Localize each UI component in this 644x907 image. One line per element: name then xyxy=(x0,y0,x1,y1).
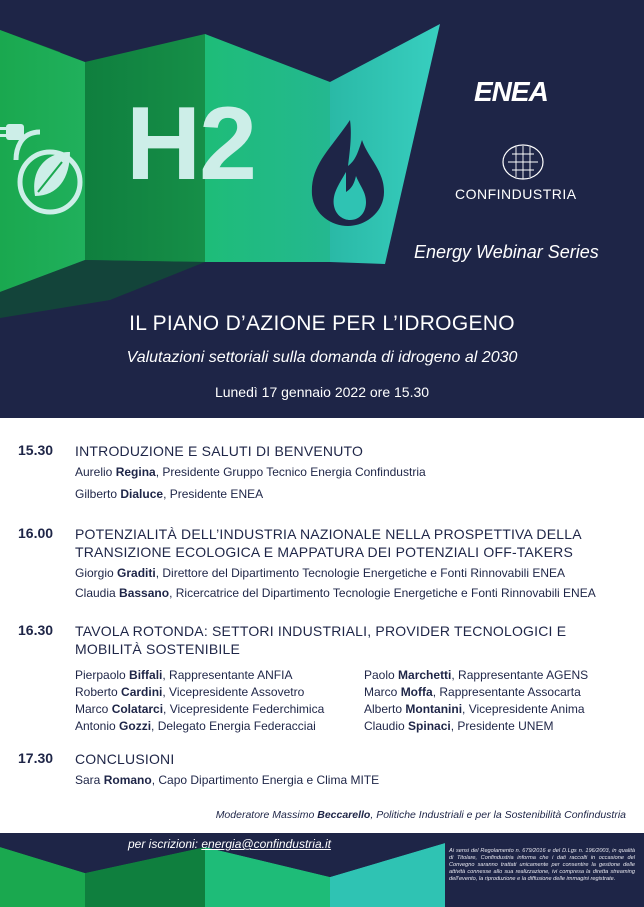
speaker: Pierpaolo Biffali, Rappresentante ANFIA xyxy=(75,668,293,682)
speaker: Roberto Cardini, Vicepresidente Assovetro xyxy=(75,685,305,699)
session-time: 16.00 xyxy=(18,525,54,541)
session-title: POTENZIALITÀ DELL’INDUSTRIA NAZIONALE NELLA PROSPETTIVA DELLA TRANSIZIONE ECOLOGICA E MAPPATURA DEI POTENZIALI OFF-TAKERS xyxy=(75,526,581,560)
speaker: Aurelio Regina, Presidente Gruppo Tecnico Energia Confindustria xyxy=(75,465,426,479)
h2-label: H2 xyxy=(126,86,255,202)
session-time: 17.30 xyxy=(18,750,54,766)
session-time: 15.30 xyxy=(18,442,54,458)
confindustria-name: CONFINDUSTRIA xyxy=(455,186,577,202)
speaker: Claudia Bassano, Ricercatrice del Dipartimento Tecnologie Energetiche e Fonti Rinnovabili ENEA xyxy=(75,586,596,600)
page-title: IL PIANO D’AZIONE PER L’IDROGENO xyxy=(129,312,515,335)
speaker: Marco Moffa, Rappresentante Assocarta xyxy=(364,685,581,699)
speaker: Claudio Spinaci, Presidente UNEM xyxy=(364,719,554,733)
footer-banner xyxy=(0,833,644,907)
speaker: Antonio Gozzi, Delegato Energia Federacciai xyxy=(75,719,316,733)
speaker: Alberto Montanini, Vicepresidente Anima xyxy=(364,702,585,716)
series-label: Energy Webinar Series xyxy=(414,242,599,262)
registration-line: per iscrizioni: energia@confindustria.it xyxy=(128,837,331,851)
enea-logo: ENEA xyxy=(474,76,548,107)
page-subtitle: Valutazioni settoriali sulla domanda di idrogeno al 2030 xyxy=(126,349,518,366)
confindustria-logo-icon xyxy=(496,142,550,182)
privacy-notice: Ai sensi del Regolamento n. 679/2016 e del D.Lgs n. 196/2003, in qualità di Titolare, Confindustria informa che i dati raccolti in occasione del Convegno saranno trattati unicamente per consentire la gestione delle attività connesse allo sua realizzazione, ivi compresa la diretta streaming dell’evento, la riproduzione e la diffusione delle immagini registrate. xyxy=(449,848,635,882)
speaker: Gilberto Dialuce, Presidente ENEA xyxy=(75,487,264,501)
moderator-line: Moderatore Massimo Beccarello, Politiche Industriali e per la Sostenibilità Confindustria xyxy=(215,809,626,821)
speaker: Sara Romano, Capo Dipartimento Energia e Clima MITE xyxy=(75,773,380,787)
speaker: Paolo Marchetti, Rappresentante AGENS xyxy=(364,668,589,682)
speaker: Marco Colatarci, Vicepresidente Federchimica xyxy=(75,702,325,716)
speaker: Giorgio Graditi, Direttore del Dipartimento Tecnologie Energetiche e Fonti Rinnovabili ENEA xyxy=(75,566,566,580)
session-time: 16.30 xyxy=(18,622,54,638)
header-banner xyxy=(0,0,644,418)
session-title: INTRODUZIONE E SALUTI DI BENVENUTO xyxy=(75,443,364,459)
session-title: TAVOLA ROTONDA: SETTORI INDUSTRIALI, PROVIDER TECNOLOGICI E MOBILITÀ SOSTENIBILE xyxy=(75,623,567,657)
registration-email-link[interactable]: energia@confindustria.it xyxy=(201,837,331,851)
session-title: CONCLUSIONI xyxy=(75,751,175,767)
event-date: Lunedì 17 gennaio 2022 ore 15.30 xyxy=(214,384,430,400)
